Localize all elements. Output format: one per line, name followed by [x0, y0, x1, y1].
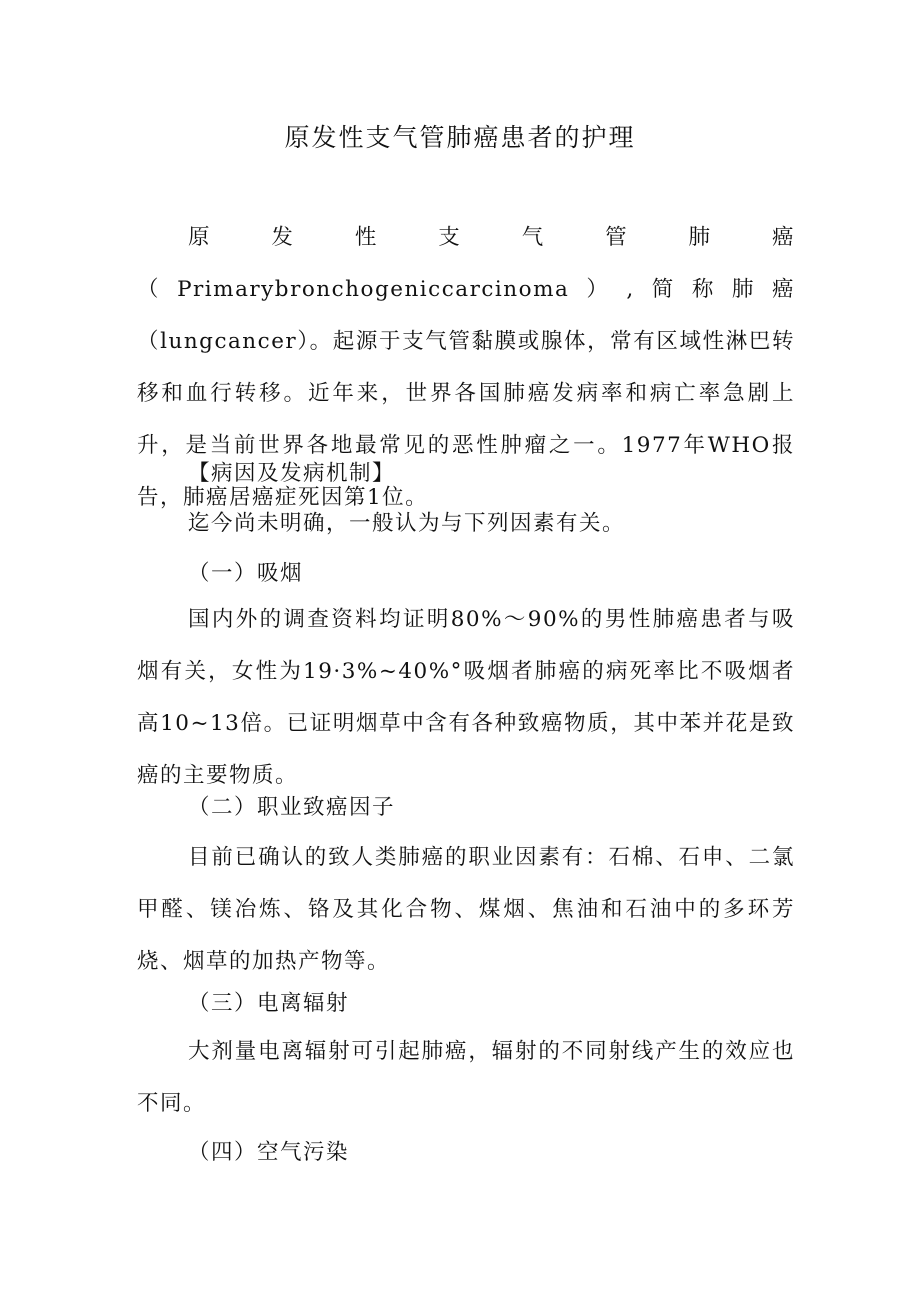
- factor-4-title: （四）空气污染: [188, 1140, 350, 1165]
- factor-1-paragraph: 国内外的调查资料均证明80%～90%的男性肺癌患者与吸烟有关，女性为19·3%~40%°吸烟者肺癌的病死率比不吸烟者高10~13倍。已证明烟草中含有各种致癌物质，其中苯并花是致癌的主要物质。: [137, 607, 795, 788]
- section-heading: 【病因及发病机制】: [188, 461, 396, 486]
- factor-3-paragraph: 大剂量电离辐射可引起肺癌，辐射的不同射线产生的效应也不同。: [137, 1039, 795, 1116]
- factor-2-paragraph: 目前已确认的致人类肺癌的职业因素有：石棉、石申、二氯甲醛、镁冶炼、铬及其化合物、煤烟、焦油和石油中的多环芳烧、烟草的加热产物等。: [137, 845, 795, 974]
- factor-3-title: （三）电离辐射: [188, 991, 350, 1016]
- factor-2-title: （二）职业致癌因子: [188, 795, 396, 820]
- document-title: 原发性支气管肺癌患者的护理: [284, 123, 636, 152]
- section-lead-paragraph: 迄今尚未明确，一般认为与下列因素有关。: [188, 511, 626, 536]
- factor-1-title: （一）吸烟: [188, 561, 304, 586]
- intro-paragraph: 原发性支气管肺癌（Primarybronchogeniccarcinoma）,简称肺癌（lungcancer）。起源于支气管黏膜或腺体，常有区域性淋巴转移和血行转移。近年来，世界各国肺癌发病率和病亡率急剧上升，是当前世界各地最常见的恶性肿瘤之一。1977年WHO报告，肺癌居癌症死因第1位。: [137, 225, 795, 510]
